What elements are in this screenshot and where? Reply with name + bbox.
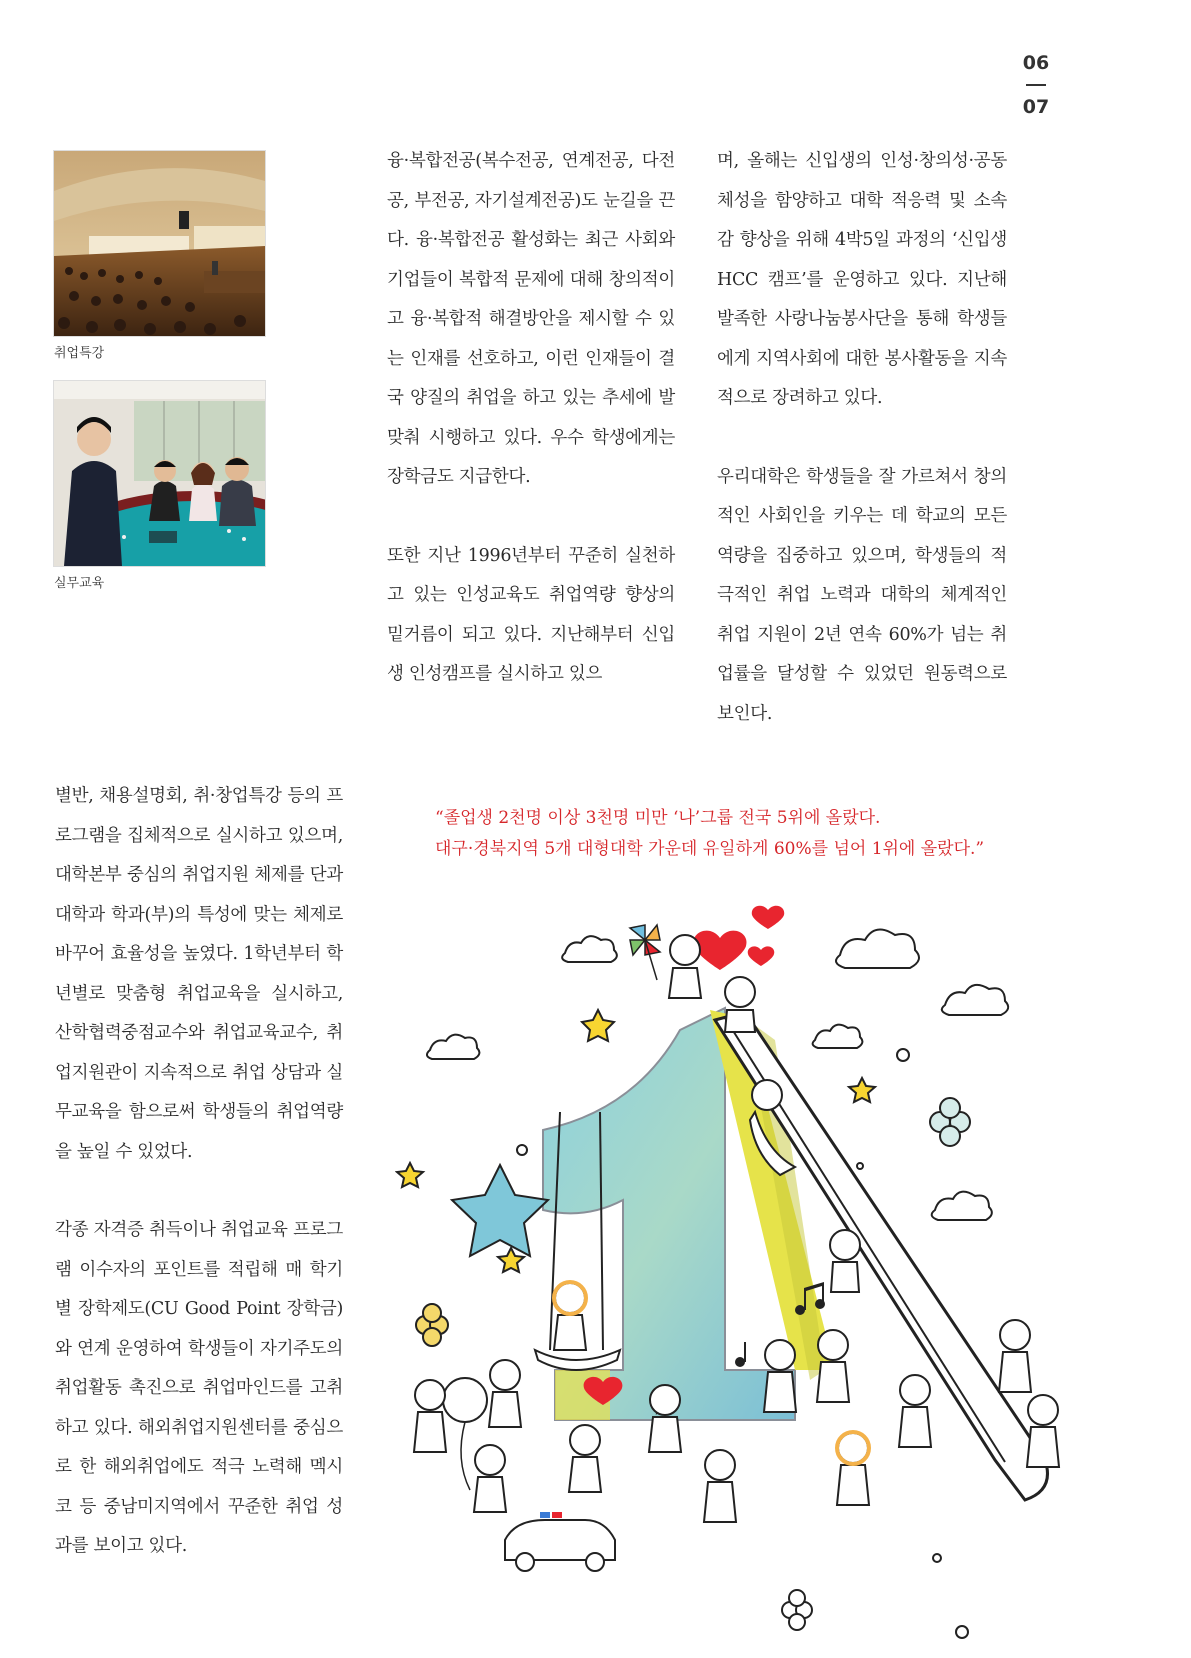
- pull-quote: [435, 803, 1155, 865]
- body-paragraph: 별반, 채용설명회, 취·창업특강 등의 프로그램을 집체적으로 실시하고 있으며, 대학본부 중심의 취업지원 체제를 단과대학과 학과(부)의 특성에 맞는 체제로 바꾸어 효율성을 높였다. 1학년부터 학년별로 맞춤형 취업교육을 실시하고, 산학협력중점교수와 취업교육교수, 취업지원관이 지속적으로 취업 상담과 실무교육을 함으로써 학생들의 취업역량을 높일 수 있었다.: [55, 786, 343, 1162]
- text-column-left: [55, 777, 343, 1567]
- body-paragraph: 융·복합전공(복수전공, 연계전공, 다전공, 부전공, 자기설계전공)도 눈길을 끈다. 융·복합전공 활성화는 최근 사회와 기업들이 복합적 문제에 대해 창의적이고 융·복합적 해결방안을 제시할 수 있는 인재를 선호하고, 이런 인재들이 결국 양질의 취업을 하고 있는 추세에 발맞춰 시행하고 있다. 우수 학생에게는 장학금도 지급한다.: [387, 151, 675, 487]
- page-number-left: 06: [1022, 52, 1050, 74]
- page-number-divider: [1026, 84, 1046, 86]
- lecture-hall-photo: [53, 150, 266, 337]
- photo-caption: 취업특강: [54, 346, 105, 361]
- photo-caption: 실무교육: [54, 576, 105, 591]
- body-paragraph: 며, 올해는 신입생의 인성·창의성·공동체성을 함양하고 대학 적응력 및 소속감 향상을 위해 4박5일 과정의 ‘신입생 HCC 캠프’를 운영하고 있다. 지난해 발족한 사랑나눔봉사단을 통해 학생들에게 지역사회에 대한 봉사활동을 지속적으로 장려하고 있다.: [717, 151, 1007, 408]
- pull-quote-line: 대구·경북지역 5개 대형대학 가운데 유일하게 60%를 넘어 1위에 올랐다.”: [435, 839, 985, 859]
- page-number-right: 07: [1022, 96, 1050, 118]
- page-numbers: [1014, 52, 1058, 118]
- body-paragraph: 또한 지난 1996년부터 꾸준히 실천하고 있는 인성교육도 취업역량 향상의 밑거름이 되고 있다. 지난해부터 신입생 인성캠프를 실시하고 있으: [387, 545, 675, 684]
- body-paragraph: 각종 자격증 취득이나 취업교육 프로그램 이수자의 포인트를 적립해 매 학기별 장학제도(CU Good Point 장학금)와 연계 운영하여 학생들이 자기주도의 취업활동 촉진으로 취업마인드를 고취하고 있다. 해외취업지원센터를 중심으로 한 해외취업에도 적극 노력해 멕시코 등 중남미지역에서 꾸준한 취업 성과를 보이고 있다.: [55, 1220, 343, 1556]
- body-paragraph: 우리대학은 학생들을 잘 가르쳐서 창의적인 사회인을 키우는 데 학교의 모든 역량을 집중하고 있으며, 학생들의 적극적인 취업 노력과 대학의 체계적인 취업 지원이 2년 연속 60%가 넘는 취업률을 달성할 수 있었던 원동력으로 보인다.: [717, 466, 1007, 724]
- pull-quote-line: “졸업생 2천명 이상 3천명 미만 ‘나’그룹 전국 5위에 올랐다.: [435, 808, 881, 828]
- casino-training-photo: [53, 380, 266, 567]
- text-column-middle: [387, 142, 675, 695]
- text-column-right: [717, 142, 1007, 734]
- number-one-playground-illustration: [395, 900, 1185, 1654]
